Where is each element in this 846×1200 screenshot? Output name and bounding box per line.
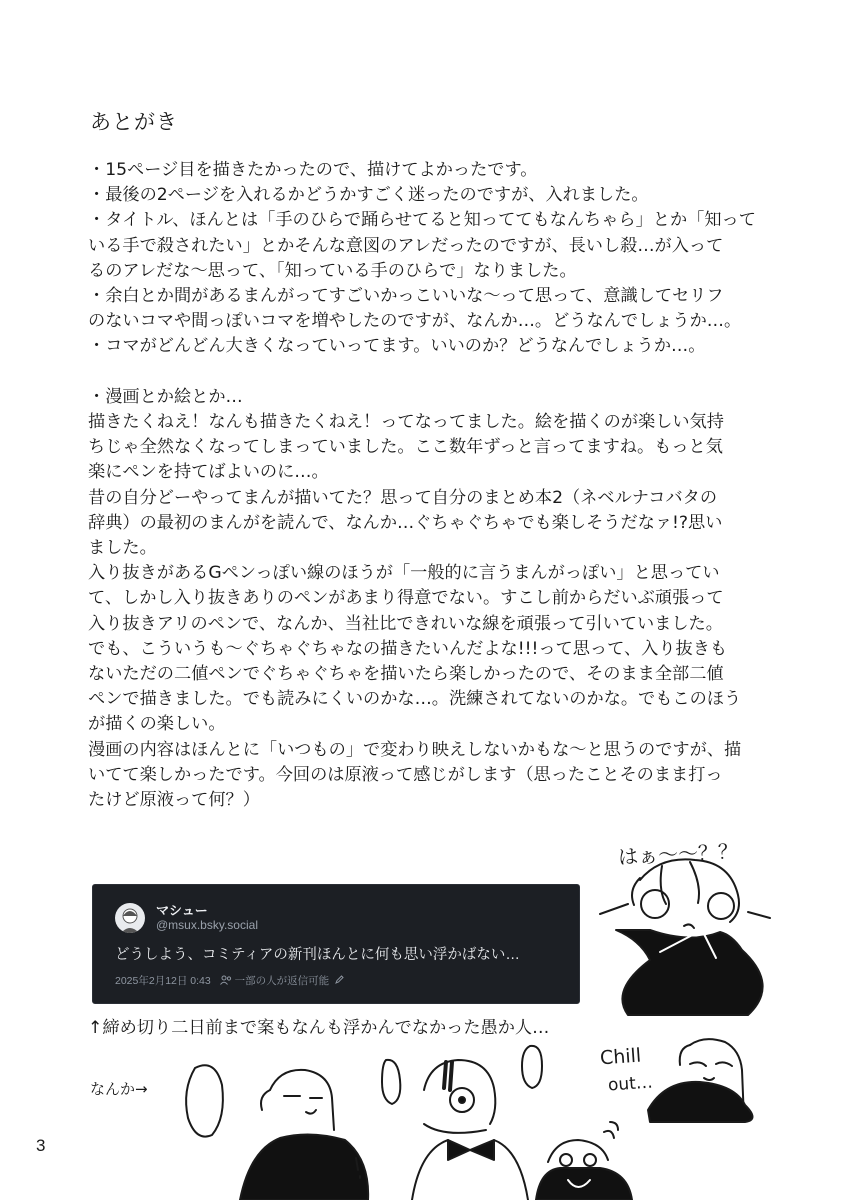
empty-bubble-3	[522, 1046, 542, 1088]
body-line: いてて楽しかったです。今回のは原液って感じがします（思ったことそのまま打っ	[88, 764, 723, 785]
empty-bubble-2	[382, 1060, 400, 1104]
empty-bubble	[186, 1065, 223, 1136]
body-line: が描くの楽しい。	[88, 714, 226, 735]
character-center	[412, 1060, 528, 1200]
handwritten-out: out…	[607, 1072, 654, 1096]
body-line: ・コマがどんどん大きくなっていってます。いいのか？どうなんでしょうか…。	[88, 336, 706, 357]
page-number: 3	[36, 1136, 46, 1155]
nanka-label: なんか→	[90, 1080, 148, 1098]
character-small	[536, 1122, 632, 1200]
body-line: 昔の自分どーやってまんが描いてた？思って自分のまとめ本2（ネベルナコバタの	[88, 487, 718, 508]
afterword-title: あとがき	[90, 110, 178, 134]
body-line: 楽にペンを持てばよいのに…。	[88, 462, 329, 483]
body-line: のないコマや間っぽいコマを増やしたのですが、なんか…。どうなんでしょうか…。	[88, 311, 742, 332]
character-surprised	[600, 859, 770, 1015]
post-text: どうしよう、コミティアの新刊ほんとに何も思い浮かばない…	[115, 947, 520, 963]
body-line: 描きたくねえ！なんも描きたくねえ！ってなってました。絵を描くのが楽しい気持	[88, 412, 724, 433]
body-line: いる手で殺されたい」とかそんな意図のアレだったのですが、長いし殺…が入って	[88, 235, 724, 256]
body-line: ないただの二値ペンでぐちゃぐちゃを描いたら楽しかったので、そのまま全部二値	[88, 664, 724, 685]
body-line: ・漫画とか絵とか…	[88, 386, 243, 407]
body-line: ・タイトル、ほんとは「手のひらで踊らせてると知っててもなんちゃら」とか「知って	[88, 210, 756, 231]
post-date: 2025年2月12日 0:43	[115, 975, 211, 987]
body-line: ・余白とか間があるまんがってすごいかっこいいな〜って思って、意識してセリフ	[88, 286, 724, 307]
body-line: たけど原液って何？）	[88, 790, 260, 811]
character-left	[240, 1070, 368, 1200]
body-line: るのアレだな〜思って、「知っている手のひらで」なりました。	[88, 260, 577, 281]
body-line: 入り抜きアリのペンで、なんか、当社比できれいな線を頑張って引いていました。	[88, 613, 723, 634]
body-line: ・最後の2ページを入れるかどうかすごく迷ったのですが、入れました。	[88, 185, 649, 206]
body-line: 漫画の内容はほんとに「いつもの」で変わり映えしないかもな〜と思うのですが、描	[88, 739, 742, 760]
handwritten-haa: はぁ〜〜？？	[617, 838, 739, 870]
body-line: ました。	[88, 538, 157, 559]
character-chill	[648, 1039, 753, 1122]
body-line: ちじゃ全然なくなってしまっていました。ここ数年ずっと言ってますね。もっと気	[88, 437, 723, 458]
post-caption: ↑締め切り二日前まで案もなんも浮かんでなかった愚か人…	[88, 1018, 550, 1038]
body-line: でも、こういうも〜ぐちゃぐちゃなの描きたいんだよな!!!って思って、入り抜きも	[88, 638, 728, 659]
body-line: 入り抜きがあるGペンっぽい線のほうが「一般的に言うまんがっぽい」と思ってい	[88, 563, 720, 584]
body-line: ・15ページ目を描きたかったので、描けてよかったです。	[88, 160, 538, 180]
body-line: て、しかし入り抜きありのペンがあまり得意でない。すこし前からだいぶ頑張って	[88, 588, 724, 609]
handwritten-chill: Chill	[599, 1044, 642, 1070]
body-line: 辞典）の最初のまんがを読んで、なんか…ぐちゃぐちゃでも楽しそうだなァ!?思い	[88, 512, 723, 533]
body-line: ペンで描きました。でも読みにくいのかな…。洗練されてないのかな。でもこのほう	[88, 689, 742, 710]
post-author-handle: @msux.bsky.social	[156, 918, 258, 932]
post-author-name: マシュー	[156, 903, 208, 918]
post-reply-setting: 一部の人が返信可能	[234, 975, 330, 987]
